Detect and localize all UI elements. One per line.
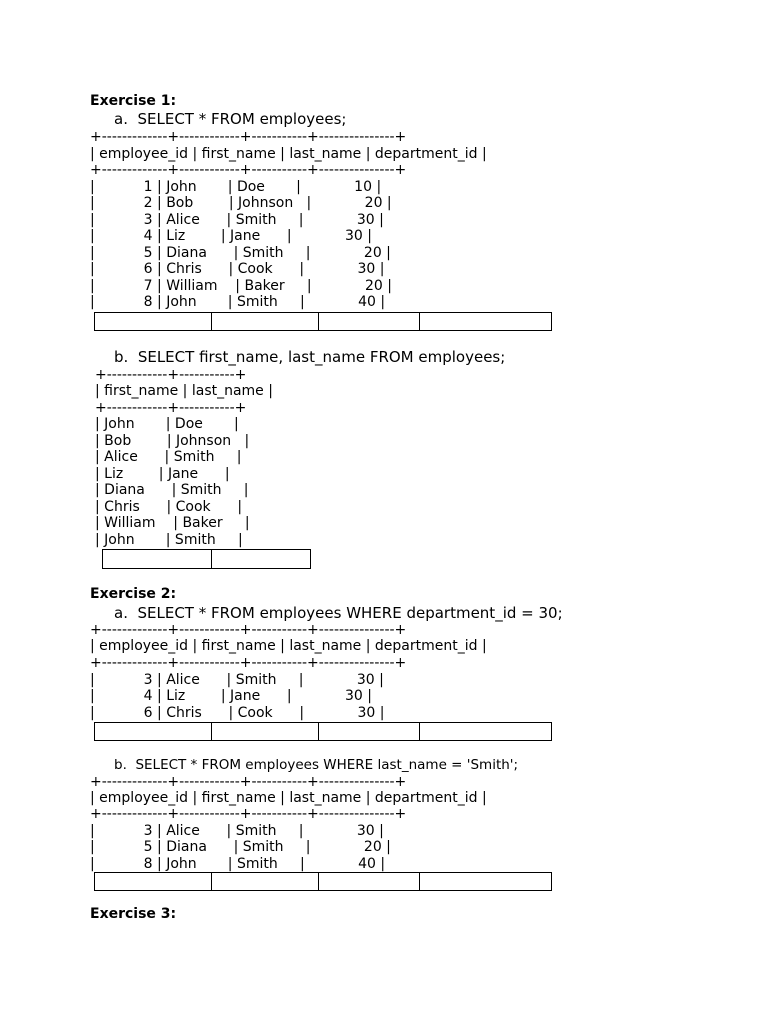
result-line: | first_name | last_name | [95, 383, 273, 399]
table-cell [420, 873, 551, 890]
empty-table-row [102, 549, 311, 569]
result-line: +-------------+------------+-----------+---------------+ [90, 806, 407, 822]
result-line: | 8 | John | Smith | 40 | [90, 294, 386, 310]
result-line: | 3 | Alice | Smith | 30 | [90, 672, 384, 688]
result-line: +-------------+------------+-----------+---------------+ [90, 622, 407, 638]
result-line: | William | Baker | [95, 515, 250, 531]
empty-table-row [94, 312, 552, 331]
result-line: | Diana | Smith | [95, 482, 249, 498]
exercise-1a-query: a. SELECT * FROM employees; [114, 110, 347, 128]
table-cell [319, 873, 420, 890]
result-line: | 4 | Liz | Jane | 30 | [90, 688, 372, 704]
result-line: +------------+-----------+ [95, 400, 247, 416]
result-line: | employee_id | first_name | last_name | department_id | [90, 638, 487, 654]
empty-table-row [94, 872, 552, 891]
exercise-1b-query: b. SELECT first_name, last_name FROM employees; [114, 348, 506, 366]
table-cell [212, 313, 319, 330]
result-line: | 5 | Diana | Smith | 20 | [90, 839, 391, 855]
result-line: +-------------+------------+-----------+---------------+ [90, 162, 407, 178]
table-cell [319, 723, 420, 740]
table-cell [212, 873, 319, 890]
result-line: | Alice | Smith | [95, 449, 242, 465]
exercise-2-heading: Exercise 2: [90, 586, 177, 602]
table-cell [420, 723, 551, 740]
result-line: | 1 | John | Doe | 10 | [90, 179, 382, 195]
exercise-2a-query: a. SELECT * FROM employees WHERE department_id = 30; [114, 604, 563, 622]
empty-table-row [94, 722, 552, 741]
result-line: | 2 | Bob | Johnson | 20 | [90, 195, 392, 211]
table-cell [319, 313, 420, 330]
table-cell [212, 550, 310, 568]
result-line: | 3 | Alice | Smith | 30 | [90, 212, 384, 228]
exercise-2b-query: b. SELECT * FROM employees WHERE last_name = 'Smith'; [114, 757, 519, 773]
result-line: +-------------+------------+-----------+---------------+ [90, 129, 407, 145]
exercise-1-heading: Exercise 1: [90, 93, 177, 109]
table-cell [95, 313, 212, 330]
result-line: | 3 | Alice | Smith | 30 | [90, 823, 384, 839]
result-line: | Chris | Cook | [95, 499, 243, 515]
result-line: | 4 | Liz | Jane | 30 | [90, 228, 372, 244]
result-line: | employee_id | first_name | last_name | department_id | [90, 790, 487, 806]
result-line: | 8 | John | Smith | 40 | [90, 856, 386, 872]
result-line: | Bob | Johnson | [95, 433, 250, 449]
result-line: | 6 | Chris | Cook | 30 | [90, 705, 385, 721]
result-line: | 5 | Diana | Smith | 20 | [90, 245, 391, 261]
result-line: | John | Smith | [95, 532, 243, 548]
table-cell [103, 550, 212, 568]
table-cell [420, 313, 551, 330]
result-line: +-------------+------------+-----------+---------------+ [90, 655, 407, 671]
table-cell [95, 723, 212, 740]
result-line: | 7 | William | Baker | 20 | [90, 278, 392, 294]
result-line: | Liz | Jane | [95, 466, 230, 482]
result-line: | employee_id | first_name | last_name | department_id | [90, 146, 487, 162]
table-cell [95, 873, 212, 890]
table-cell [212, 723, 319, 740]
exercise-3-heading: Exercise 3: [90, 906, 177, 922]
result-line: | John | Doe | [95, 416, 239, 432]
result-line: +------------+-----------+ [95, 367, 247, 383]
result-line: +-------------+------------+-----------+---------------+ [90, 774, 407, 790]
result-line: | 6 | Chris | Cook | 30 | [90, 261, 385, 277]
